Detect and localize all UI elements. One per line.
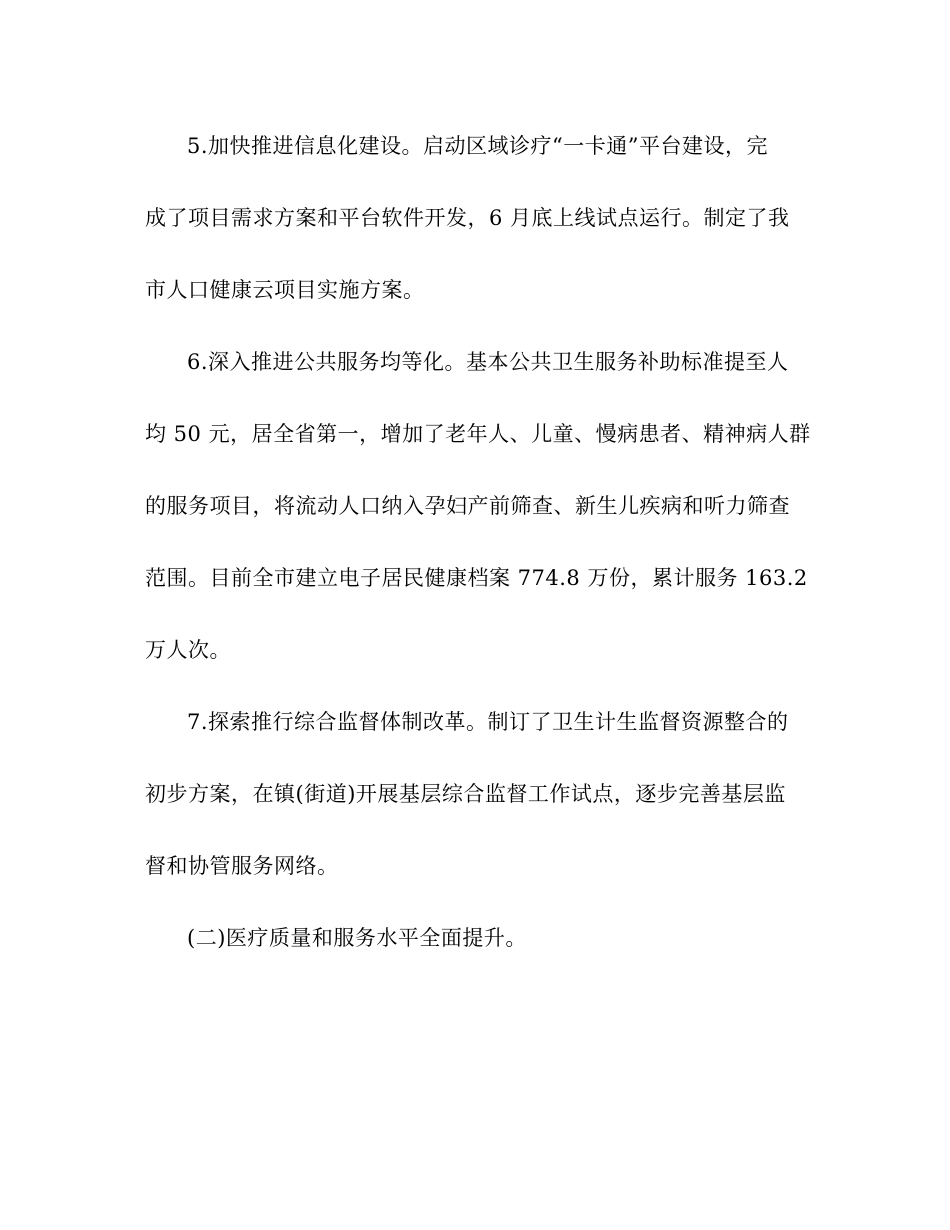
text-line: (二)医疗质量和服务水平全面提升。: [187, 926, 527, 950]
document-body: [145, 110, 810, 974]
text-line: 督和协管服务网络。: [145, 854, 339, 878]
paragraph-supervision-reform: [145, 686, 810, 902]
text-line: 成了项目需求方案和平台软件开发，6 月底上线试点运行。制定了我: [145, 206, 790, 230]
text-line: 均 50 元，居全省第一，增加了老年人、儿童、慢病患者、精神病人群: [145, 422, 811, 446]
text-line: 万人次。: [145, 638, 231, 662]
text-line: 7.探索推行综合监督体制改革。制订了卫生计生监督资源整合的: [187, 710, 789, 734]
section-heading: [145, 902, 810, 974]
text-line: 的服务项目，将流动人口纳入孕妇产前筛查、新生儿疾病和听力筛查: [145, 494, 790, 518]
text-line: 6.深入推进公共服务均等化。基本公共卫生服务补助标准提至人: [187, 350, 789, 374]
text-line: 范围。目前全市建立电子居民健康档案 774.8 万份，累计服务 163.2: [145, 566, 808, 590]
paragraph-public-services: [145, 326, 810, 686]
paragraph-informatization: [145, 110, 810, 326]
text-line: 5.加快推进信息化建设。启动区域诊疗“一卡通”平台建设，完: [187, 134, 769, 158]
text-line: 市人口健康云项目实施方案。: [145, 278, 425, 302]
text-line: 初步方案，在镇(街道)开展基层综合监督工作试点，逐步完善基层监: [145, 782, 786, 806]
